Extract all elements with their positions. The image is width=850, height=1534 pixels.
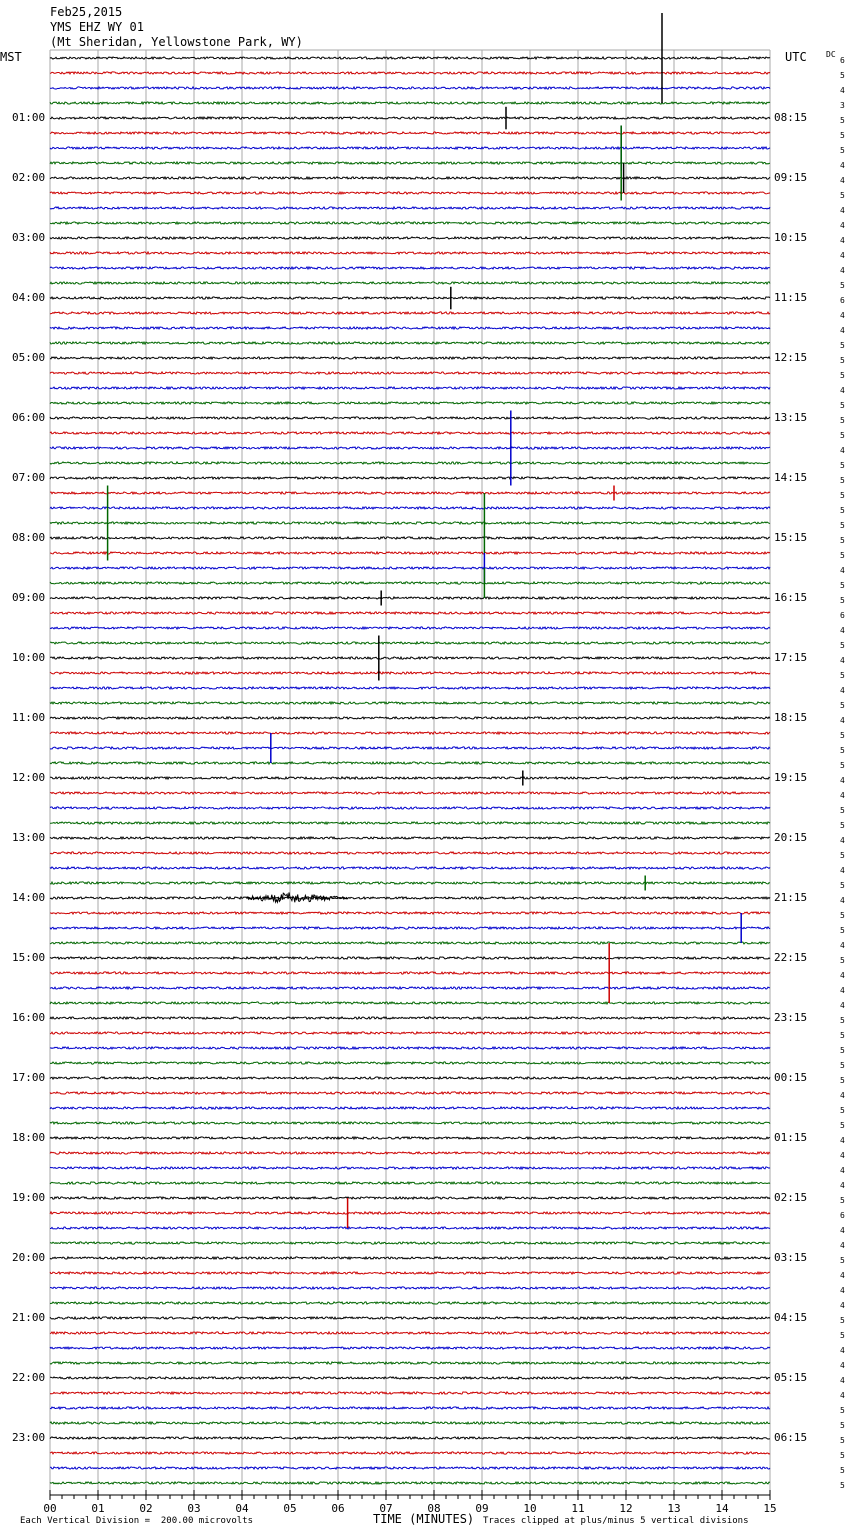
left-hour-label: 15:00 [12,951,46,964]
dc-offset-value: 5 [840,71,845,80]
left-hour-label: 05:00 [12,351,46,364]
trace-row [50,1137,770,1139]
x-tick-label: 01 [91,1502,105,1515]
dc-offset-value: 4 [840,566,845,575]
trace-row [50,657,770,659]
trace-row [50,642,770,644]
x-tick-label: 06 [331,1502,345,1515]
left-hour-label: 11:00 [12,711,46,724]
right-hour-label: 06:15 [774,1431,808,1444]
right-hour-label: 22:15 [774,951,808,964]
dc-offset-value: 4 [840,1136,845,1145]
left-hour-label: 21:00 [12,1311,46,1324]
dc-offset-value: 5 [840,1436,845,1445]
dc-offset-value: 4 [840,1391,845,1400]
trace-row [50,1347,770,1349]
trace-row [50,957,770,959]
trace-row [50,1407,770,1409]
trace-row [50,897,770,899]
trace-row [50,702,770,704]
left-hour-label: 06:00 [12,411,46,424]
trace-row [50,1167,770,1169]
trace-row [50,432,770,434]
trace-row [50,687,770,689]
left-hour-label: 04:00 [12,291,46,304]
trace-row [50,627,770,629]
dc-offset-value: 5 [840,431,845,440]
trace-row [50,567,770,569]
trace-row [50,1227,770,1229]
left-hour-label: 13:00 [12,831,46,844]
dc-offset-value: 5 [840,956,845,965]
dc-offset-value: 4 [840,971,845,980]
trace-row [50,837,770,839]
dc-label: DC [826,50,836,59]
trace-row [50,222,770,224]
station-title: YMS EHZ WY 01 [50,20,144,34]
dc-offset-value: 5 [840,551,845,560]
trace-row [50,807,770,809]
clip-note: Traces clipped at plus/minus 5 vertical divisions [483,1516,749,1526]
dc-offset-value: 4 [840,941,845,950]
dc-offset-value: 4 [840,986,845,995]
trace-row [50,1437,770,1439]
trace-row [50,942,770,944]
right-hour-label: 00:15 [774,1071,808,1084]
dc-offset-value: 5 [840,341,845,350]
dc-offset-value: 4 [840,896,845,905]
trace-row [50,117,770,119]
left-hour-label: 09:00 [12,591,46,604]
dc-offset-value: 5 [840,1106,845,1115]
right-hour-label: 02:15 [774,1191,808,1204]
trace-row [50,1332,770,1334]
dc-offset-value: 5 [840,1016,845,1025]
trace-row [50,282,770,284]
dc-offset-value: 5 [840,191,845,200]
dc-offset-value: 5 [840,1196,845,1205]
dc-offset-value: 5 [840,281,845,290]
right-hour-label: 04:15 [774,1311,808,1324]
dc-offset-value: 5 [840,1076,845,1085]
grid-lines [50,50,770,1495]
right-hour-label: 10:15 [774,231,808,244]
trace-row [50,1212,770,1214]
trace-row [50,507,770,509]
dc-offset-value: 4 [840,161,845,170]
trace-row [50,522,770,524]
dc-offset-value: 5 [840,476,845,485]
trace-row [50,447,770,449]
left-hour-label: 22:00 [12,1371,46,1384]
right-hour-label: 08:15 [774,111,808,124]
x-tick-label: 14 [715,1502,729,1515]
left-hour-label: 10:00 [12,651,46,664]
trace-row [50,1092,770,1094]
x-axis-label: TIME (MINUTES) [373,1512,475,1526]
trace-row [50,477,770,479]
left-hour-label: 18:00 [12,1131,46,1144]
trace-row [50,1122,770,1124]
trace-row [50,717,770,719]
trace-row [50,1257,770,1259]
dc-offset-value: 5 [840,1466,845,1475]
dc-offset-value: 5 [840,1031,845,1040]
dc-offset-value: 5 [840,851,845,860]
dc-offset-value: 4 [840,1001,845,1010]
trace-row [50,1392,770,1394]
trace-row [50,822,770,824]
dc-offset-value: 5 [840,821,845,830]
dc-offset-value: 4 [840,386,845,395]
dc-offset-value: 5 [840,926,845,935]
trace-row [50,342,770,344]
right-hour-label: 05:15 [774,1371,808,1384]
trace-row [50,387,770,389]
trace-row [50,1467,770,1469]
right-hour-label: 17:15 [774,651,808,664]
trace-row [50,1062,770,1064]
trace-row [50,1152,770,1154]
right-hour-label: 19:15 [774,771,808,784]
dc-offset-value: 5 [840,1316,845,1325]
x-tick-label: 05 [283,1502,297,1515]
x-tick-label: 00 [43,1502,57,1515]
trace-row [50,672,770,674]
trace-row [50,1452,770,1454]
dc-offset-value: 5 [840,416,845,425]
right-hour-label: 11:15 [774,291,808,304]
dc-offset-value: 4 [840,1301,845,1310]
dc-offset-value: 4 [840,446,845,455]
dc-offset-value: 5 [840,881,845,890]
dc-offset-value: 5 [840,671,845,680]
dc-offset-value: 5 [840,1406,845,1415]
x-tick-label: 15 [763,1502,777,1515]
dc-offset-value: 5 [840,491,845,500]
trace-row [50,1377,770,1379]
left-hour-label: 23:00 [12,1431,46,1444]
trace-row [50,177,770,179]
trace-row [50,237,770,239]
right-hour-label: 14:15 [774,471,808,484]
left-hour-label: 20:00 [12,1251,46,1264]
dc-offset-value: 5 [840,701,845,710]
trace-row [50,402,770,404]
right-hour-label: 15:15 [774,531,808,544]
location-title: (Mt Sheridan, Yellowstone Park, WY) [50,35,303,49]
dc-offset-value: 4 [840,716,845,725]
x-tick-label: 12 [619,1502,633,1515]
dc-offset-value: 5 [840,371,845,380]
dc-offset-value: 4 [840,326,845,335]
trace-row [50,597,770,599]
dc-offset-value: 4 [840,791,845,800]
trace-row [50,612,770,614]
dc-offset-value: 5 [840,116,845,125]
dc-offset-value: 5 [840,1121,845,1130]
dc-offset-value: 5 [840,401,845,410]
trace-row [50,1362,770,1364]
trace-row [50,492,770,494]
trace-row [50,297,770,299]
trace-row [50,1287,770,1289]
x-tick-label: 13 [667,1502,681,1515]
dc-offset-value: 4 [840,1346,845,1355]
trace-row [50,792,770,794]
x-tick-label: 02 [139,1502,153,1515]
right-hour-label: 13:15 [774,411,808,424]
event-burst [247,893,348,903]
dc-offset-value: 5 [840,1061,845,1070]
trace-row [50,207,770,209]
right-hour-label: 20:15 [774,831,808,844]
dc-offset-value: 5 [840,146,845,155]
dc-offset-value: 5 [840,536,845,545]
x-tick-label: 10 [523,1502,537,1515]
trace-row [50,552,770,554]
dc-offset-value: 3 [840,101,845,110]
dc-offset-value: 5 [840,1451,845,1460]
trace-row [50,777,770,779]
x-tick-label: 11 [571,1502,585,1515]
dc-offset-value: 4 [840,1271,845,1280]
scale-note: Each Vertical Division = 200.00 microvolts [20,1516,253,1526]
right-hour-label: 01:15 [774,1131,808,1144]
left-hour-label: 16:00 [12,1011,46,1024]
trace-row [50,1302,770,1304]
x-tick-label: 07 [379,1502,393,1515]
dc-offset-value: 5 [840,1331,845,1340]
right-hour-label: 09:15 [774,171,808,184]
dc-offset-value: 5 [840,461,845,470]
left-hour-label: 19:00 [12,1191,46,1204]
dc-offset-value: 4 [840,236,845,245]
trace-row [50,162,770,164]
trace-row [50,357,770,359]
date-title: Feb25,2015 [50,5,123,19]
trace-row [50,1197,770,1199]
dc-offset-value: 4 [840,656,845,665]
right-hour-label: 18:15 [774,711,808,724]
trace-row [50,312,770,314]
dc-offset-value: 6 [840,296,845,305]
trace-row [50,417,770,419]
left-hour-label: 03:00 [12,231,46,244]
dc-offset-value: 5 [840,746,845,755]
trace-row [50,132,770,134]
dc-offset-value: 4 [840,1376,845,1385]
dc-offset-value: 4 [840,1181,845,1190]
trace-row [50,762,770,764]
dc-offset-value: 4 [840,176,845,185]
x-tick-label: 09 [475,1502,489,1515]
dc-offset-value: 4 [840,1286,845,1295]
dc-offset-value: 5 [840,506,845,515]
dc-offset-value: 6 [840,1211,845,1220]
trace-row [50,1017,770,1019]
dc-offset-value: 4 [840,1151,845,1160]
dc-offset-value: 5 [840,596,845,605]
dc-offset-value: 5 [840,731,845,740]
left-hour-label: 01:00 [12,111,46,124]
dc-offset-value: 4 [840,86,845,95]
trace-row [50,267,770,269]
dc-offset-value: 6 [840,56,845,65]
x-tick-label: 08 [427,1502,441,1515]
left-hour-label: 14:00 [12,891,46,904]
trace-row [50,1317,770,1319]
dc-offset-value: 4 [840,776,845,785]
left-hour-label: 08:00 [12,531,46,544]
trace-row [50,1047,770,1049]
dc-offset-value: 5 [840,131,845,140]
dc-offset-value: 5 [840,911,845,920]
dc-offset-value: 6 [840,611,845,620]
trace-row [50,972,770,974]
dc-offset-value: 4 [840,266,845,275]
x-tick-label: 04 [235,1502,249,1515]
dc-offset-value: 4 [840,1226,845,1235]
dc-offset-value: 4 [840,686,845,695]
trace-row [50,147,770,149]
dc-offset-value: 5 [840,641,845,650]
dc-offset-value: 4 [840,1166,845,1175]
dc-offset-value: 5 [840,521,845,530]
trace-row [50,927,770,929]
trace-row [50,192,770,194]
trace-row [50,747,770,749]
trace-row [50,1077,770,1079]
trace-row [50,582,770,584]
dc-offset-value: 5 [840,1046,845,1055]
trace-group [50,13,770,1484]
trace-row [50,882,770,884]
left-hour-label: 12:00 [12,771,46,784]
trace-row [50,372,770,374]
dc-offset-value: 5 [840,806,845,815]
trace-row [50,852,770,854]
dc-offset-value: 5 [840,761,845,770]
dc-offset-value: 4 [840,206,845,215]
utc-label: UTC [785,50,807,64]
right-hour-label: 03:15 [774,1251,808,1264]
dc-offset-value: 5 [840,581,845,590]
trace-row [50,327,770,329]
right-hour-label: 16:15 [774,591,808,604]
right-hour-label: 23:15 [774,1011,808,1024]
trace-row [50,912,770,914]
dc-offset-value: 4 [840,1091,845,1100]
x-tick-label: 03 [187,1502,201,1515]
trace-row [50,462,770,464]
trace-row [50,1422,770,1424]
trace-row [50,1482,770,1484]
dc-offset-value: 4 [840,311,845,320]
dc-offset-value: 5 [840,1481,845,1490]
dc-offset-value: 5 [840,1256,845,1265]
left-hour-label: 07:00 [12,471,46,484]
trace-row [50,1242,770,1244]
trace-row [50,252,770,254]
trace-row [50,1272,770,1274]
trace-row [50,732,770,734]
left-hour-label: 17:00 [12,1071,46,1084]
mst-label: MST [0,50,22,64]
dc-offset-value: 4 [840,626,845,635]
trace-row [50,987,770,989]
trace-row [50,1182,770,1184]
dc-offset-value: 4 [840,1241,845,1250]
trace-row [50,1032,770,1034]
dc-offset-value: 4 [840,1361,845,1370]
dc-offset-value: 4 [840,866,845,875]
dc-offset-value: 5 [840,356,845,365]
trace-row [50,1107,770,1109]
dc-offset-value: 4 [840,251,845,260]
dc-offset-value: 5 [840,1421,845,1430]
dc-offset-value: 4 [840,836,845,845]
trace-row [50,537,770,539]
left-hour-label: 02:00 [12,171,46,184]
dc-offset-value: 4 [840,221,845,230]
right-hour-label: 21:15 [774,891,808,904]
trace-row [50,867,770,869]
trace-row [50,1002,770,1004]
right-hour-label: 12:15 [774,351,808,364]
